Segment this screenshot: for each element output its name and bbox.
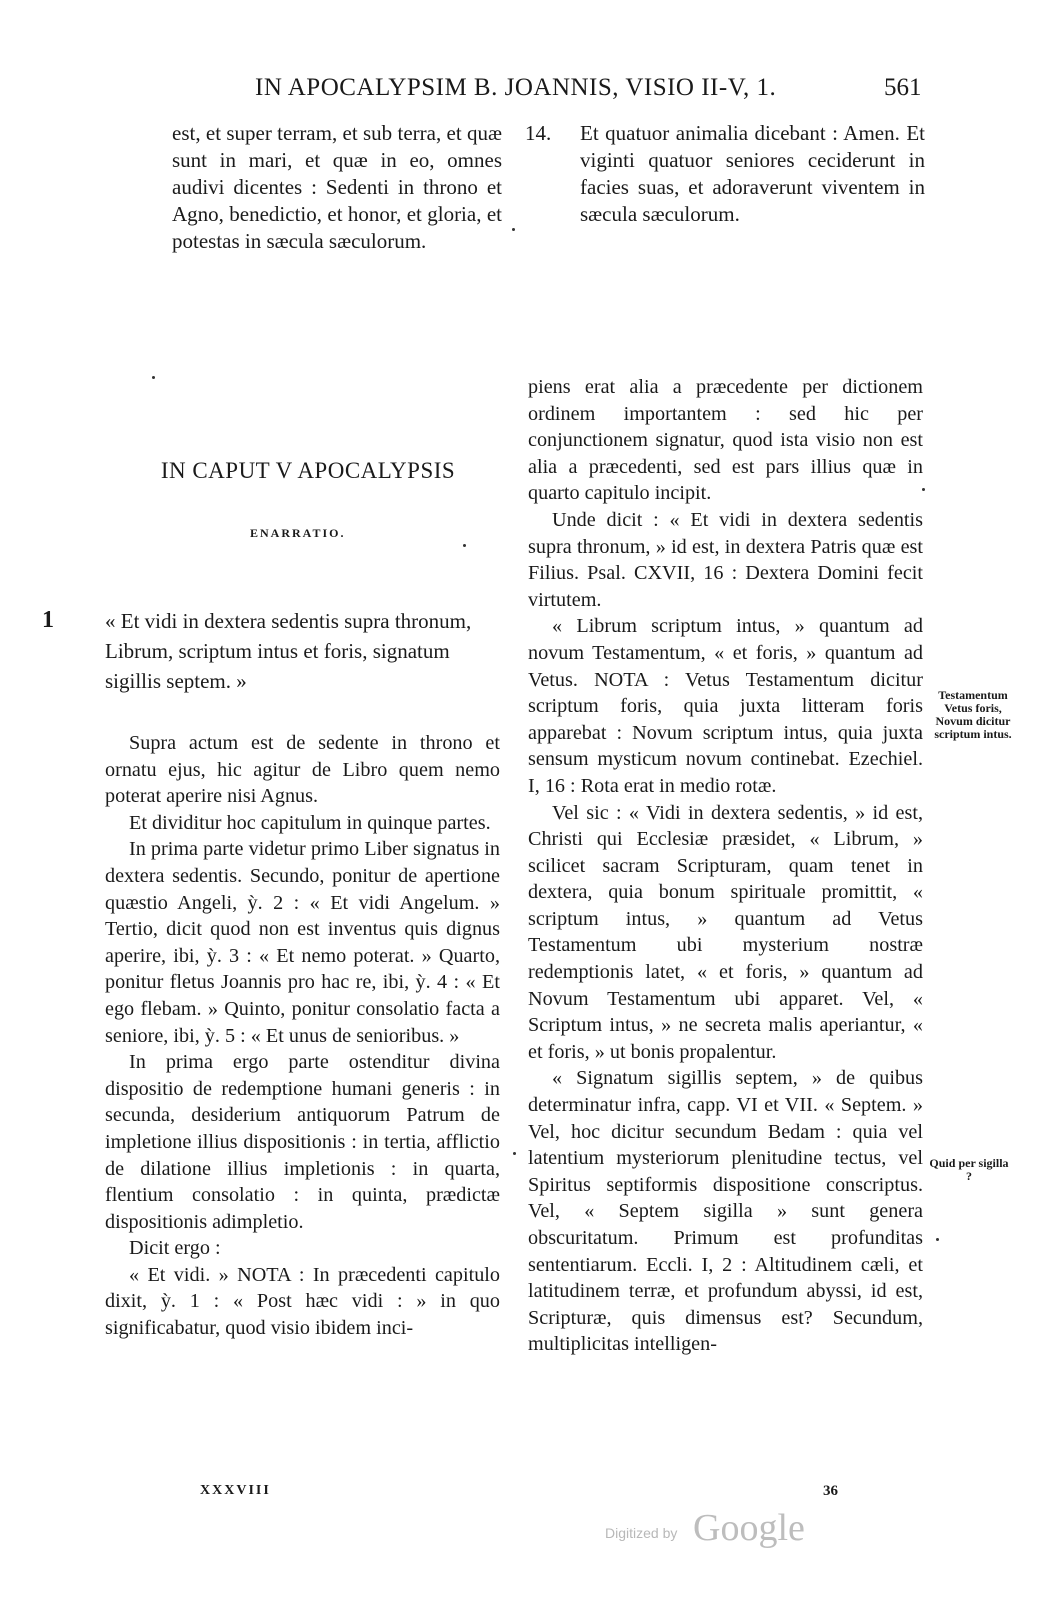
speck [512,228,515,231]
paragraph: « Et vidi. » NOTA : In præcedenti capitulo dixit, ỳ. 1 : « Post hæc vidi : » in quo significabatur, quod visio ibidem inci- [105,1263,500,1340]
left-column [105,730,500,1342]
paragraph: Dicit ergo : [129,1237,221,1260]
speck [463,544,466,547]
paragraph: Supra actum est de sedente in throno et ornatu ejus, hic agitur de Libro quem nemo poterat aperire nisi Agnus. [105,732,500,808]
page-number: 561 [884,74,922,101]
speck [513,1152,516,1155]
google-watermark [605,1500,815,1550]
verse-right [525,120,925,228]
running-header: IN APOCALYPSIM B. JOANNIS, VISIO II-V, 1. [255,74,777,101]
paragraph: In prima parte videtur primo Liber signatus in dextera sedentis. Secundo, ponitur de apertione quæstio Angeli, ỳ. 2 : « Et vidi Angelum. » Tertio, dicit quod non est inventus quis dignus aperire, ibi, ỳ. 3 : « Et nemo poterat. » Quarto, ponitur fletus Joannis pro hac re, ibi, ỳ. 4 : « Et ego flebam. » Quinto, ponitur consolatio facta a seniore, ibi, ỳ. 5 : « Et unus de senioribus. » [105,838,500,1047]
speck [936,1238,939,1241]
side-note: Quid per sigilla ? [929,1156,1009,1183]
chapter-heading: IN CAPUT V APOCALYPSIS [160,458,456,483]
verse-number: 14. [525,121,552,145]
scripture-quote: « Et vidi in dextera sedentis supra thronum, Librum, scriptum intus et foris, signatum sigillis septem. » [105,609,472,693]
speck [152,376,155,379]
paragraph: Et dividitur hoc capitulum in quinque partes. [129,811,491,834]
paragraph: In prima ergo parte ostenditur divina dispositio de redemptione humani generis : in secunda, desiderium antiquorum Patrum de impletione illius dispositionis : in tertia, afflictio de dilatione illius impletionis : in quarta, flentium consolatio : in quinta, prædictæ dispositionis adimpletio. [105,1051,500,1233]
watermark-prefix: Digitized by [605,1525,678,1541]
side-note: Testamentum Vetus foris, Novum dicitur scriptum intus. [934,688,1012,741]
verse-right-text: Et quatuor animalia dicebant : Amen. Et viginti quatuor seniores ceciderunt in facies suas, et adoraverunt viventem in sæcula sæculorum. [580,121,925,226]
signature-mark: XXXVIII [200,1483,271,1498]
verse-left: est, et super terram, et sub terra, et quæ sunt in mari, et quæ in eo, omnes audivi dicentes : Sedenti in throno et Agno, benedictio, et honor, et gloria, et potestas in sæcula sæculorum. [172,121,502,253]
paragraph: Vel sic : « Vidi in dextera sedentis, » id est, Christi qui Ecclesiæ præsidet, « Librum, » scilicet sacram Scripturam, quam tenet in dextera, quia bonum spirituale promittit, « scriptum intus, » quantum ad Vetus Testamentum ubi mysterium nostræ redemptionis latet, « et foris, » quantum ad Novum Testamentum ubi apparet. Vel, « Scriptum intus, » ne secreta malis aperiantur, « et foris, » ut bonis propalentur. [528,801,923,1063]
right-column [528,374,923,1358]
speck [922,488,925,491]
sheet-number: 36 [823,1483,838,1499]
paragraph: piens erat alia a præcedente per dictionem ordinem importantem : sed hic per conjunctionem signatur, quod ista visio non est alia a præcedenti, sed est pars illius quæ in quarto capitulo incipit. [528,376,923,505]
chapter-subheading: ENARRATIO. [250,526,346,540]
paragraph: « Librum scriptum intus, » quantum ad novum Testamentum, « et foris, » quantum ad Vetus. NOTA : Vetus Testamentum dicitur scriptum foris, quia juxta litteram foris apparebat : Novum scriptum intus, quia juxta sensum mysticum novum continebat. Ezechiel. I, 16 : Rota erat in medio rotæ. [528,615,923,797]
paragraph: Unde dicit : « Et vidi in dextera sedentis supra thronum, » id est, in dextera Patris quæ est Filius. Psal. CXVII, 16 : Dextera Domini fecit virtutem. [528,508,923,611]
margin-verse-number: 1 [42,607,54,633]
watermark-brand: Google [693,1507,805,1549]
paragraph: « Signatum sigillis septem, » de quibus determinatur infra, capp. VI et VII. « Septem. » Vel, hoc dicitur secundum Bedam : quia vel latentium mysteriorum plenitudine tectus, vel Spiritus septiformis dispositione conscriptus. Vel, « Septem sigilla » sunt genera obscuritatum. Primum est profunditas sententiarum. Eccli. I, 2 : Altitudinem cæli, et latitudinem terræ, et profundum abyssi, id est, Scripturæ, quis dimensus est? Secundum, multiplicitas intelligen- [528,1067,923,1356]
